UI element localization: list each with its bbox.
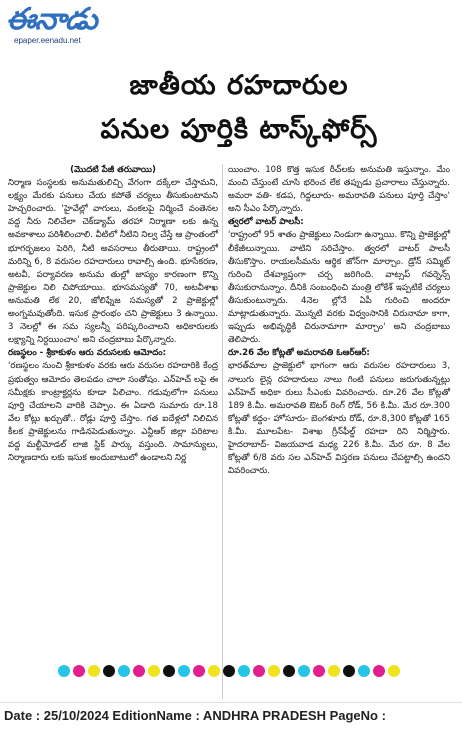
article-headline (48, 64, 430, 152)
color-swatch (223, 665, 235, 677)
eenadu-logo[interactable] (6, 2, 118, 38)
subheading: త్వరలో వాటర్ పాలసీ: (228, 217, 304, 228)
logo-text: ఈనాడు (6, 2, 97, 37)
print-color-registration-bar (58, 662, 430, 674)
color-swatch (328, 665, 340, 677)
color-swatch (253, 665, 265, 677)
color-swatch (148, 665, 160, 677)
color-swatch (358, 665, 370, 677)
color-swatch (103, 665, 115, 677)
color-swatch (268, 665, 280, 677)
color-swatch (343, 665, 355, 677)
color-swatch (238, 665, 250, 677)
color-swatch (373, 665, 385, 677)
paragraph: 'రణస్థలం నుంచి శ్రీకాకుళం వరకు ఆరు వరుసల రహదారికి కేంద్ర ప్రభుత్వం ఆమోదం తెలపడం చాలా సంతోషం. ఎన్‌హెచ్ లపై ఈ సమీక్షకు కాంట్రాక్టర్లను కూడా పిలిచాం. గడువులోగా పనులు పూర్తి చేయాలని వారికి చెప్పాం. ఈ ఏడాది సుమారు రూ.18 వేల కోట్లు ఖర్చుతో.. రోడ్లు పూర్తి చేస్తాం. గత ఐదేళ్లలో నిలిచిన కీలక ప్రాజెక్టులను గాడినపెడుతున్నాం. ఎన్టీఆర్ జిల్లా పరిటాల వద్ద మల్టీమోడల్ లాజి స్టిక్ పార్కు వస్తుంది. సామాన్యులు, నిర్మాణదారు లకు ఇసుక అందుబాటులో ఉండాలని నిర్ణ (8, 361, 218, 464)
color-swatch (208, 665, 220, 677)
paragraph: భారత్‌మాల ప్రాజెక్టులో భాగంగా ఆరు వరుసల రహదారులు 3, నాలుగు లైన్ల రహదారులు నాలు గింటి పనులు జరుగుతున్నట్లు ఎన్‌హెచ్ అధికా రులు సీఎంకు వివరించారు. రూ.26 వేల కోట్లతో 189 కి.మీ. అమరావతి ఔటర్ రింగ్ రోడ్, 56 కి.మీ. మేర రూ.300 కోట్లతో కద్దం- హోసూరు- బెంగళూరు రోడ్, రూ.8,300 కోట్లతో 165 కి.మీ. మూలపేట- విశాఖ గ్రీన్‌ఫీల్డ్ రహదా రిని నిర్మిస్తారు. హైదరాబాద్- విజయవాడ మధ్య 226 కి.మీ. మేర రూ. 8 వేల కోట్లతో 6/8 వరు సల ఎన్‌హెచ్ విస్తరణ పనులు చేపట్టాల్సి ఉందని వివరించారు. (228, 361, 450, 477)
headline-line-1: జాతీయ రహదారుల (129, 70, 349, 101)
color-swatch (283, 665, 295, 677)
column-divider (222, 164, 223, 699)
color-swatch (178, 665, 190, 677)
color-swatch (133, 665, 145, 677)
color-swatch (73, 665, 85, 677)
news-article (8, 56, 454, 656)
color-swatch (388, 665, 400, 677)
footer-divider (0, 702, 462, 703)
color-swatch (88, 665, 100, 677)
color-swatch (118, 665, 130, 677)
headline-line-2: పనుల పూర్తికి టాస్క్‌ఫోర్స్ (100, 114, 378, 145)
masthead (0, 0, 462, 52)
edition-footer: Date : 25/10/2024 EditionName : ANDHRA PRADESH PageNo : (4, 708, 386, 723)
logo-url[interactable]: epaper.eenadu.net (14, 36, 81, 45)
color-swatch (313, 665, 325, 677)
color-swatch (193, 665, 205, 677)
article-column-right (228, 164, 450, 478)
paragraph: యించాం. 108 కొత్త ఇసుక రీచ్‌లకు అనుమతి ఇస్తున్నాం. మేం మంచి చేస్తుంటే చూసి భరించ లేక తప్పుడు ప్రచారాలు చేస్తున్నారు. అమరా వతి- కడప, గిద్దలూరు- అమరావతి పనులు పూర్తి చేస్తాం' అని సీఎం పేర్కొన్నారు. (228, 165, 450, 215)
paragraph: నిర్మాణ సంస్థలకు అనుమతులిచ్చి వేగంగా దక్కేలా చేస్తామని, లక్ష్యం మేరకు పనులు చేయ కపోతే చర్యలు తీసుకుంటామని హెచ్చరించారు. 'హైవేల్లో వాగులు, వంకలపై నిర్మించే వంతెనల వద్ద నీరు నిలిచేలా చెక్‌డ్యామ్ తరహా నిర్మాణా లకు ఉన్న అవకాశాలు పరిశీలించాలి. వీటిలో నీటిని నిల్వ చేస్తే ఆ ప్రాంతంలో భూగర్భజలం పెరిగి, నీటి అవసరాలు తీరుతాయి. రాష్ట్రంలో మరిన్ని 6, 8 వరుసల రహదారులు రావాల్సి ఉంది. భూసేకరణ, అటవీ, పర్యావరణ అనుమ తుల్లో జాప్యం కారణంగా కొన్ని ప్రాజెక్టుల నిలి చిపోయాయి. భూసమస్యతో 70, అటవీశాఖ అనుమతి లేక 20, జోలిఫ్నేజ సమస్యతో 2 ప్రాజెక్టుల్లో అంగ్నమవుతోంది. ఇసుక ప్రారంభం చని ప్రాజెక్టులు 3 ఉన్నాయి. 3 నెలల్లో ఈ సమ స్యలన్నీ పరిష్కరించాలని అధికారులకు లక్ష్యాన్ని నిర్దయించాం' అని చంద్రబాబు పేర్కొన్నారు. (8, 178, 219, 346)
subheading: రణస్థలం - శ్రీకాకుళం ఆరు వరుసలకు ఆమోదం: (8, 348, 167, 359)
article-column-left (8, 164, 218, 465)
paragraph: 'రాష్ట్రంలో 95 శాతం ప్రాజెక్టులు నిండుగా ఉన్నాయి. కొన్ని ప్రాజెక్టుల్లో లీకేజీలున్నాయి. వాటిని సరిచేస్తాం. త్వరలో వాటర్ పాలసీ తీసుకొస్తాం. రాయలసీమను ఆర్థిక జోన్‌గా మార్చాం. డ్రోన్ సమ్మిట్ గురించి దేశవ్యాప్తంగా చర్చ జరిగింది. వాట్సప్ గవర్నెన్స్ తీసుకురానున్నాం. దీనికి సంబంధించి మంత్రి లోకేశ్ ఇప్పటికే చర్యలు తీసుకుంటున్నారు. 4నెల ల్లోనే ఏపీ గురించి అందరూ మాట్లాడుతున్నారు. మొన్నటి వరకు విధ్వంసానికి చిరునామా కాగా, ఇప్పుడు అభివృద్ధికి చిరునామాగా మార్చాం' అని చంద్రబాబు తెలిపారు. (228, 230, 450, 346)
subheading: రూ.26 వేల కోట్లతో అమరావతి ఓఆర్ఆర్: (228, 348, 370, 359)
color-swatch (163, 665, 175, 677)
continuation-note: (మొదటి పేజీ తరువాయి) (70, 165, 156, 175)
color-swatch (58, 665, 70, 677)
color-swatch (298, 665, 310, 677)
